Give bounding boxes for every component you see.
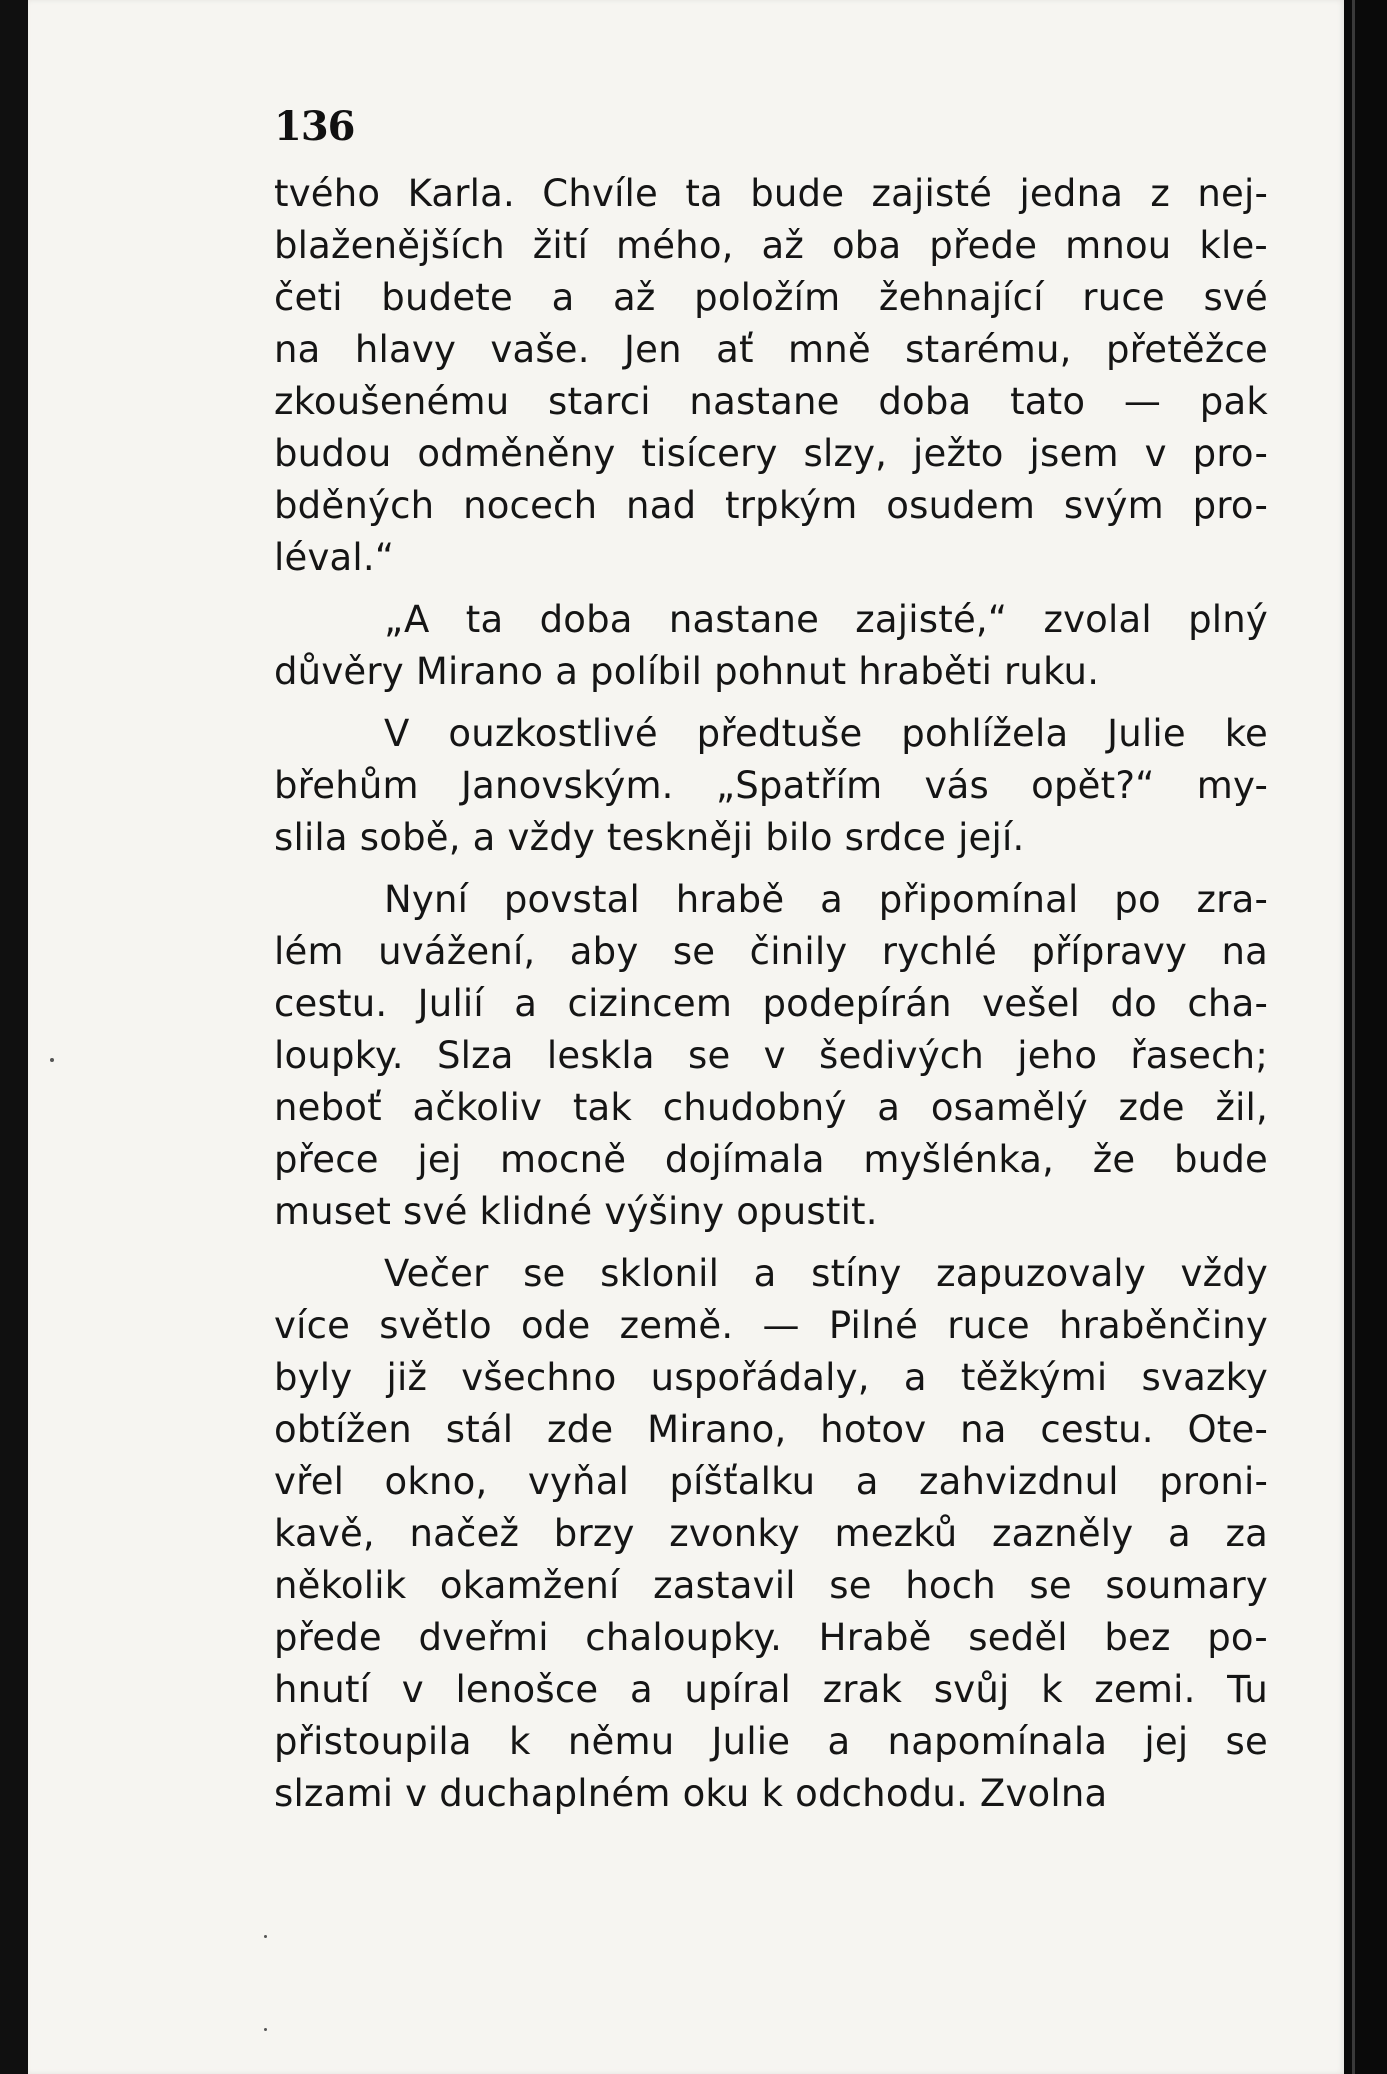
text-line: neboť ačkoliv tak chudobný a osamělý zde žil, bbox=[274, 1086, 1268, 1129]
text-line: hnutí v lenošce a upíral zrak svůj k zemi. Tu bbox=[274, 1668, 1268, 1711]
paper-speck bbox=[264, 1935, 267, 1938]
text-line: lém uvážení, aby se činily rychlé přípravy na bbox=[274, 930, 1268, 973]
text-line: zkoušenému starci nastane doba tato — pak bbox=[274, 380, 1268, 423]
text-line: Nyní povstal hrabě a připomínal po zra- bbox=[384, 878, 1268, 921]
text-line: muset své klidné výšiny opustit. bbox=[274, 1190, 878, 1233]
text-line: břehům Janovským. „Spatřím vás opět?“ my- bbox=[274, 764, 1268, 807]
text-line: více světlo ode země. — Pilné ruce hraběnčiny bbox=[274, 1304, 1268, 1347]
text-line: několik okamžení zastavil se hoch se soumary bbox=[274, 1564, 1268, 1607]
text-line: přistoupila k němu Julie a napomínala jej se bbox=[274, 1720, 1268, 1763]
book-page bbox=[28, 0, 1344, 2074]
text-line: četi budete a až položím žehnající ruce své bbox=[274, 276, 1268, 319]
text-line: byly již všechno uspořádaly, a těžkými svazky bbox=[274, 1356, 1268, 1399]
text-line: tvého Karla. Chvíle ta bude zajisté jedna z nej- bbox=[274, 172, 1268, 215]
text-line: přece jej mocně dojímala myšlénka, že bude bbox=[274, 1138, 1268, 1181]
text-line: blaženějších žití mého, až oba přede mnou kle- bbox=[274, 224, 1268, 267]
page-edge bbox=[1352, 0, 1355, 2074]
text-line: léval.“ bbox=[274, 536, 395, 579]
text-line: přede dveřmi chaloupky. Hrabě seděl bez po- bbox=[274, 1616, 1268, 1659]
paper-speck bbox=[264, 2028, 267, 2031]
paragraph-gap bbox=[274, 1238, 1268, 1248]
paragraph-gap bbox=[274, 584, 1268, 594]
text-line: cestu. Julií a cizincem podepírán vešel do cha- bbox=[274, 982, 1268, 1025]
text-line: na hlavy vaše. Jen ať mně starému, přetěžce bbox=[274, 328, 1268, 371]
page-number: 136 bbox=[274, 103, 355, 150]
paragraph-gap bbox=[274, 698, 1268, 708]
text-line: kavě, načež brzy zvonky mezků zazněly a za bbox=[274, 1512, 1268, 1555]
paragraph-gap bbox=[274, 864, 1268, 874]
text-line: slzami v duchaplném oku k odchodu. Zvolna bbox=[274, 1772, 1108, 1815]
text-line: obtížen stál zde Mirano, hotov na cestu. Ote- bbox=[274, 1408, 1268, 1451]
text-line: V ouzkostlivé předtuše pohlížela Julie ke bbox=[384, 712, 1268, 755]
body-text bbox=[274, 168, 1268, 1820]
text-line: vřel okno, vyňal píšťalku a zahvizdnul proni- bbox=[274, 1460, 1268, 1503]
paper-speck bbox=[50, 1058, 54, 1062]
text-line: loupky. Slza leskla se v šedivých jeho řasech; bbox=[274, 1034, 1268, 1077]
text-line: bděných nocech nad trpkým osudem svým pro- bbox=[274, 484, 1268, 527]
text-line: Večer se sklonil a stíny zapuzovaly vždy bbox=[384, 1252, 1268, 1295]
text-line: „A ta doba nastane zajisté,“ zvolal plný bbox=[384, 598, 1268, 641]
text-line: budou odměněny tisícery slzy, ježto jsem v pro- bbox=[274, 432, 1268, 475]
text-line: důvěry Mirano a políbil pohnut hraběti ruku. bbox=[274, 650, 1100, 693]
scan-border bbox=[1344, 0, 1387, 2074]
text-line: slila sobě, a vždy teskněji bilo srdce její. bbox=[274, 816, 1025, 859]
